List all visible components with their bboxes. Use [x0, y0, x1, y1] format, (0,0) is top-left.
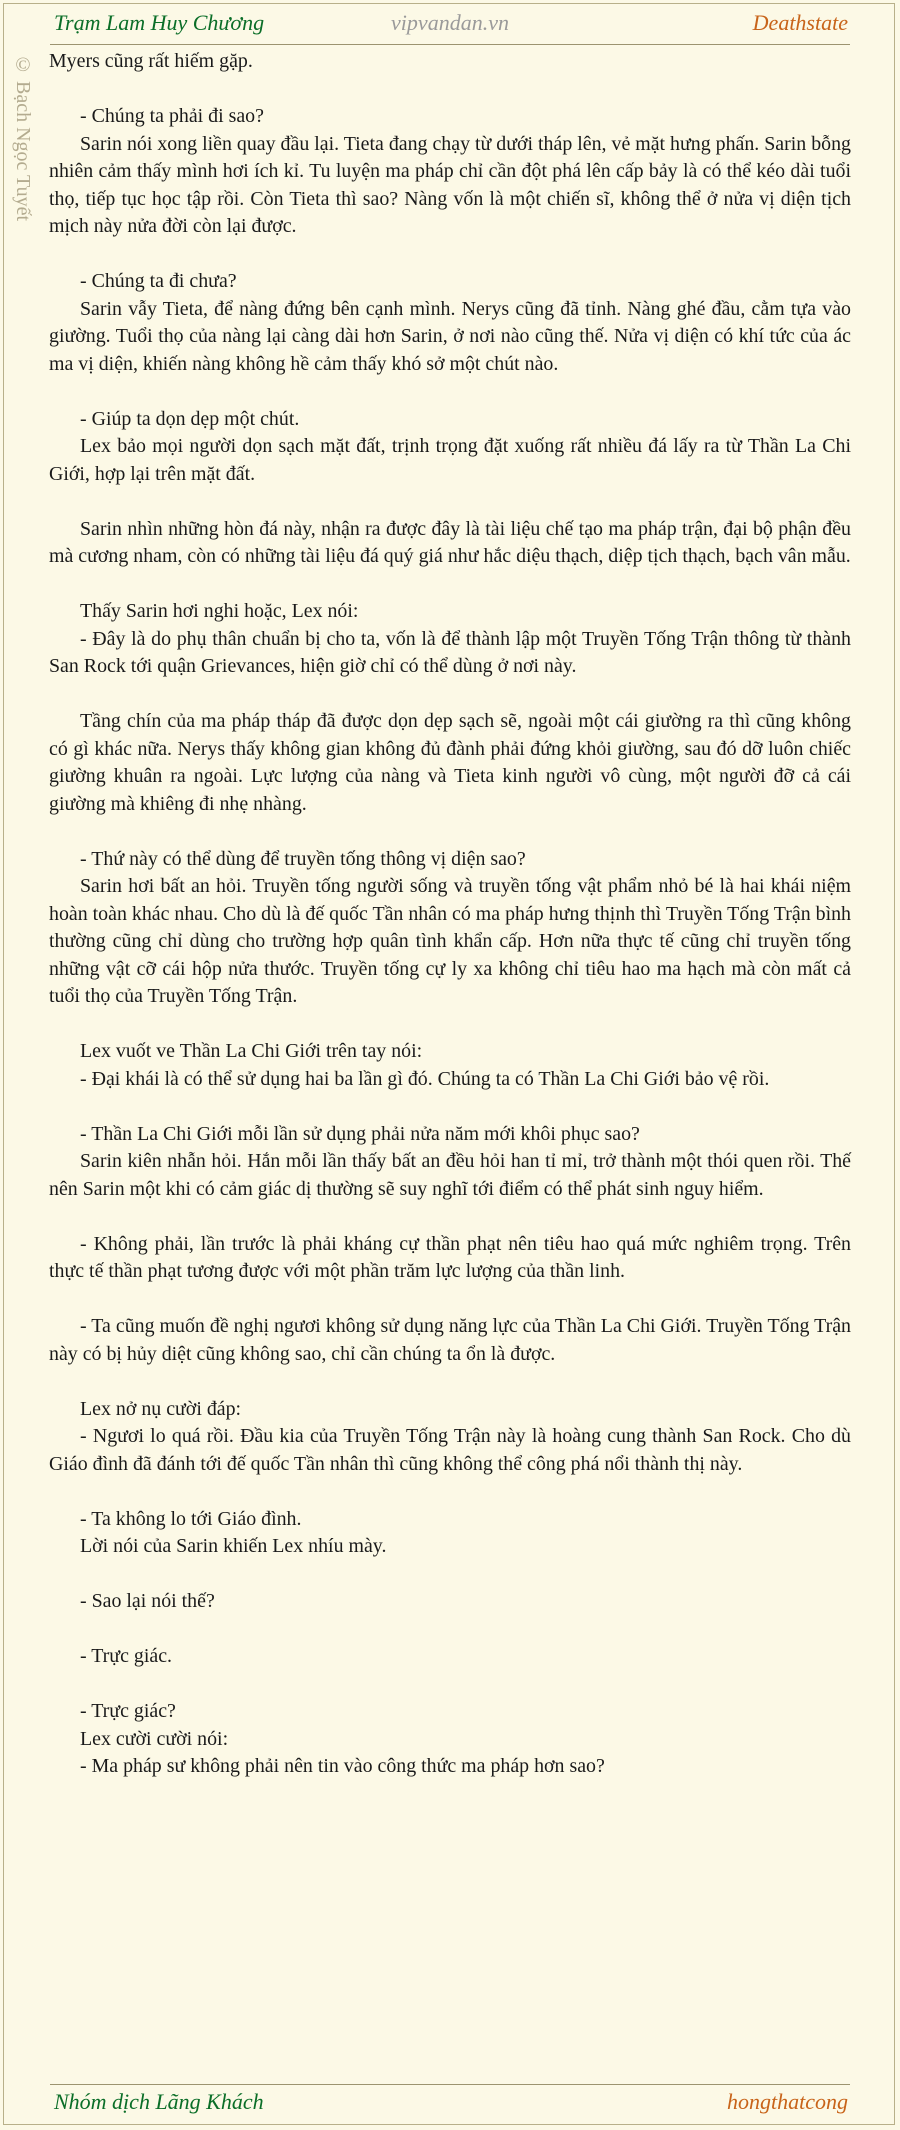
- paragraph: - Giúp ta dọn dẹp một chút.: [80, 407, 300, 430]
- header-book-title: Deathstate: [752, 10, 848, 35]
- paragraph: - Thứ này có thể dùng để truyền tống thông vị diện sao?: [80, 847, 526, 870]
- paragraph: Sarin kiên nhẫn hỏi. Hắn mỗi lần thấy bất an đều hỏi han tỉ mỉ, trở thành một thói quen rồi. Thế nên Sarin một khi có cảm giác dị thường sẽ suy nghĩ tới điểm có thể phát sinh nguy hiểm.: [49, 1150, 851, 1200]
- paragraph: - Ta cũng muốn đề nghị ngươi không sử dụng năng lực của Thần La Chi Giới. Truyền Tống Trận này có bị hủy diệt cũng không sao, chỉ cần chúng ta ổn là được.: [49, 1315, 851, 1365]
- paragraph: Lex nở nụ cười đáp:: [80, 1397, 242, 1420]
- chapter-text: [49, 48, 851, 1781]
- paragraph: - Ta không lo tới Giáo đình.: [80, 1507, 302, 1530]
- copyright-sidebar: © Bạch Ngọc Tuyết: [12, 54, 34, 221]
- paragraph: - Chúng ta phải đi sao?: [80, 105, 264, 127]
- paragraph: Lex bảo mọi người dọn sạch mặt đất, trịnh trọng đặt xuống rất nhiều đá lấy ra từ Thần La Chi Giới, hợp lại trên mặt đất.: [49, 435, 851, 485]
- paragraph: Lời nói của Sarin khiến Lex nhíu mày.: [80, 1535, 387, 1557]
- paragraph: Thấy Sarin hơi nghi hoặc, Lex nói:: [80, 600, 359, 622]
- footer-editor: hongthatcong: [727, 2089, 848, 2114]
- paragraph: - Ngươi lo quá rồi. Đầu kia của Truyền Tống Trận này là hoàng cung thành San Rock. Cho dù Giáo đình đã đánh tới đế quốc Tần nhân thì cũng không thể công phá nổi thành thị này.: [49, 1425, 851, 1475]
- page-header: [50, 8, 850, 45]
- paragraph: Lex vuốt ve Thần La Chi Giới trên tay nói:: [80, 1040, 423, 1062]
- paragraph: Sarin vẫy Tieta, để nàng đứng bên cạnh mình. Nerys cũng đã tỉnh. Nàng ghé đầu, cằm tựa vào giường. Tuổi thọ của nàng lại càng dài hơn Sarin, ở nơi nào cũng thế. Nửa vị diện có khí tức của ác ma vị diện, khiến nàng không hề cảm thấy khó sở một chút nào.: [49, 297, 851, 375]
- paragraph: - Không phải, lần trước là phải kháng cự thần phạt nên tiêu hao quá mức nghiêm trọng. Trên thực tế thần phạt tương được với một phần trăm lực lượng của thần linh.: [49, 1232, 851, 1282]
- footer-translator-group: Nhóm dịch Lãng Khách: [54, 2089, 264, 2114]
- paragraph: Sarin nói xong liền quay đầu lại. Tieta đang chạy từ dưới tháp lên, vẻ mặt hưng phấn. Sarin bỗng nhiên cảm thấy mình hơi ích kỉ. Tu luyện ma pháp chỉ cần đột phá lên cấp bảy là có thể kéo dài tuổi thọ, tiếp tục học tập rồi. Còn Tieta thì sao? Nàng vốn là một chiến sĩ, không thể ở nửa vị diện tịch mịch này nửa đời còn lại được.: [49, 132, 851, 237]
- paragraph: Tầng chín của ma pháp tháp đã được dọn dẹp sạch sẽ, ngoài một cái giường ra thì cũng không có gì khác nữa. Nerys thấy không gian không đủ đành phải đứng khỏi giường, sau đó dỡ luôn chiếc giường khuân ra ngoài. Lực lượng của nàng và Tieta kinh người vô cùng, một người đỡ cả cái giường mà khiêng đi nhẹ nhàng.: [49, 710, 851, 815]
- paragraph: Sarin nhìn những hòn đá này, nhận ra được đây là tài liệu chế tạo ma pháp trận, đại bộ phận đều mà cương nham, còn có những tài liệu đá quý giá như hắc diệu thạch, diệp tịch thạch, bạch vân mẫu.: [49, 517, 851, 567]
- paragraph: - Đây là do phụ thân chuẩn bị cho ta, vốn là để thành lập một Truyền Tống Trận thông từ thành San Rock tới quận Grievances, hiện giờ chỉ có thể dùng ở nơi này.: [49, 627, 851, 677]
- paragraph: - Thần La Chi Giới mỗi lần sử dụng phải nửa năm mới khôi phục sao?: [80, 1122, 640, 1145]
- paragraph: - Trực giác?: [80, 1700, 176, 1722]
- paragraph: Myers cũng rất hiếm gặp.: [49, 50, 253, 72]
- paragraph: Sarin hơi bất an hỏi. Truyền tống người sống và truyền tống vật phẩm nhỏ bé là hai khái niệm hoàn toàn khác nhau. Cho dù là đế quốc Tần nhân có ma pháp hưng thịnh thì Truyền Tống Trận bình thường cũng chỉ dùng cho trường hợp quân tình khẩn cấp. Hơn nữa thực tế cũng chỉ truyền tống những vật cỡ cái hộp nửa thước. Truyền tống cự ly xa không chỉ tiêu hao ma hạch mà còn mất cả tuổi thọ của Truyền Tống Trận.: [49, 875, 851, 1007]
- paragraph: - Trực giác.: [80, 1645, 172, 1667]
- paragraph: - Đại khái là có thể sử dụng hai ba lần gì đó. Chúng ta có Thần La Chi Giới bảo vệ rồi.: [80, 1067, 770, 1090]
- paragraph: - Chúng ta đi chưa?: [80, 270, 237, 292]
- paragraph: - Ma pháp sư không phải nên tin vào công thức ma pháp hơn sao?: [80, 1755, 605, 1777]
- paragraph: - Sao lại nói thế?: [80, 1590, 215, 1612]
- header-website: vipvandan.vn: [391, 10, 509, 35]
- paragraph: Lex cười cười nói:: [80, 1727, 229, 1750]
- page-footer: [50, 2084, 850, 2121]
- header-site-title: Trạm Lam Huy Chương: [54, 10, 265, 35]
